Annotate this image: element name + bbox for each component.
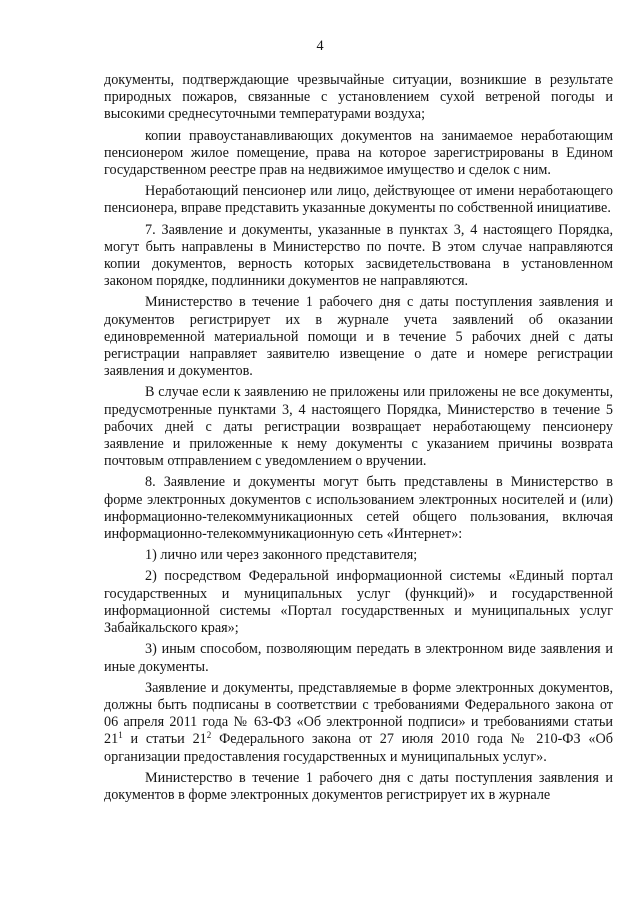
signature-text-part1: Заявление и документы, представляемые в форме электронных документов, должны быть подписаны в соответствии с требованиями Федерального закона от 06 апреля 2011 года № 63-ФЗ «Об электронной подписи» и требованиями статьи 21 <box>104 679 613 748</box>
superscript-2: 2 <box>206 730 212 741</box>
list-item-3: 3) иным способом, позволяющим передать в электронном виде заявления и иные документы. <box>104 641 613 675</box>
superscript-1: 1 <box>118 730 123 741</box>
signature-text-part2: и статьи 21 <box>122 731 207 748</box>
page-number: 4 <box>316 38 324 54</box>
paragraph-return: В случае если к заявлению не приложены или приложены не все документы, предусмотренные пунктами 3, 4 настоящего Порядка, Министерство в течение 5 рабочих дней с даты регистрации возвращает неработающему пенсионеру заявление и приложенные к нему документы с указанием причины возврата почтовым отправлением с уведомлением о вручении. <box>104 384 613 470</box>
paragraph-registration: Министерство в течение 1 рабочего дня с даты поступления заявления и документов регистрирует их в журнале учета заявлений об оказании единовременной материальной помощи и в течение 5 рабочих дней с даты регистрации направляет заявителю извещение о дате и номере регистрации заявления и документов. <box>104 294 613 380</box>
paragraph-electronic-signature <box>104 680 613 766</box>
list-item-1: 1) лично или через законного представителя; <box>145 547 418 564</box>
list-item-2: 2) посредством Федеральной информационной системы «Единый портал государственных и муниципальных услуг (функций)» и государственной информационной системы «Портал государственных и муниципальных услуг Забайкальского края»; <box>104 568 613 637</box>
paragraph-own-initiative: Неработающий пенсионер или лицо, действующее от имени неработающего пенсионера, вправе представить указанные документы по собственной инициативе. <box>104 183 613 217</box>
document-body <box>104 72 613 804</box>
signature-text-part3: Федерального закона от 27 июля 2010 года № 210-ФЗ «Об организации предоставления государственных и муниципальных услуг». <box>104 731 613 765</box>
paragraph-property-copies: копии правоустанавливающих документов на занимаемое неработающим пенсионером жилое помещение, права на которое зарегистрированы в Едином государственном реестре прав на недвижимое имущество и сделок с ним. <box>104 127 613 179</box>
paragraph-item-7: 7. Заявление и документы, указанные в пунктах 3, 4 настоящего Порядка, могут быть направлены в Министерство по почте. В этом случае направляются копии документов, верность которых засвидетельствована в установленном законом порядке, подлинники документов не направляются. <box>104 221 613 290</box>
paragraph-electronic-registration: Министерство в течение 1 рабочего дня с даты поступления заявления и документов в форме электронных документов регистрирует их в журнале <box>104 769 613 803</box>
paragraph-emergency-documents: документы, подтверждающие чрезвычайные ситуации, возникшие в результате природных пожаров, связанные с установлением сухой ветреной погоды и высокими среднесуточными температурами воздуха; <box>104 72 613 123</box>
paragraph-item-8: 8. Заявление и документы могут быть представлены в Министерство в форме электронных документов с использованием электронных носителей и (или) информационно-телекоммуникационных сетей общего пользования, включая информационно-телекоммуникационную сеть «Интернет»: <box>104 474 613 543</box>
